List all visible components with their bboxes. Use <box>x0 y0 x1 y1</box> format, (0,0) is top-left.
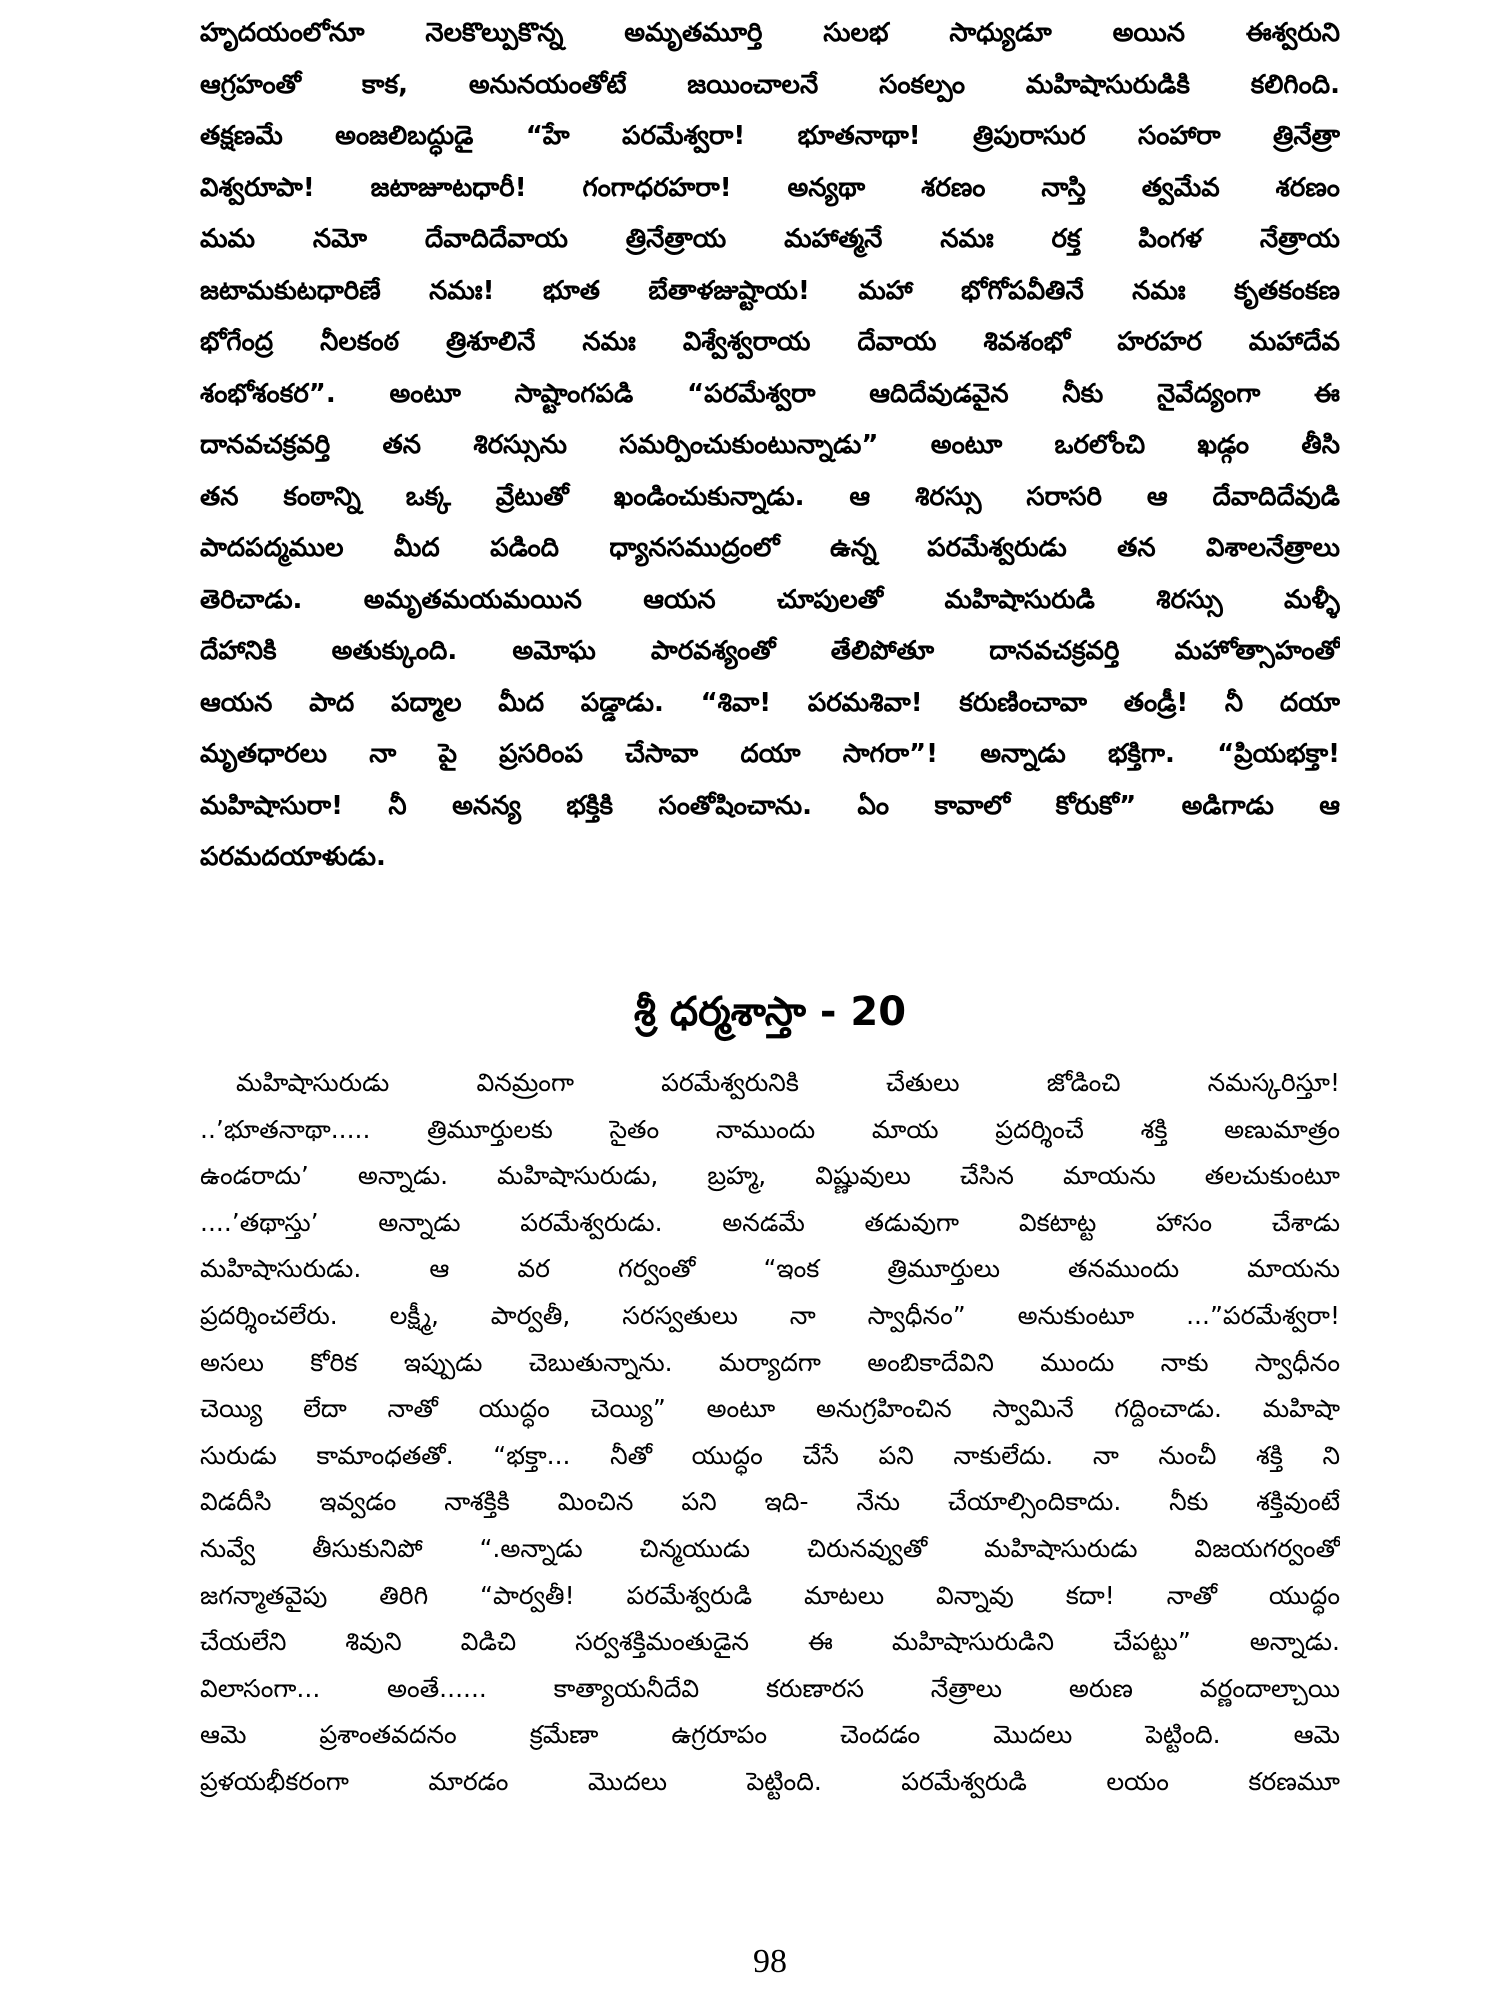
page-number: 98 <box>753 1943 787 1980</box>
text-line: శంభోశంకర”. అంటూ సాష్టాంగపడి “పరమేశ్వరా ఆదిదేవుడవైన నీకు నైవేద్యంగా ఈ <box>200 378 1340 409</box>
text-line: మృతధారలు నా పై ప్రసరింప చేసావా దయా సాగరా”! అన్నాడు భక్తిగా. “ప్రియభక్తా! <box>200 739 1340 769</box>
text-line: విశ్వరూపా! జటాజూటధారీ! గంగాధరహరా! అన్యథా శరణం నాస్తి త్వమేవ శరణం <box>200 172 1340 203</box>
text-line: ప్రదర్శించలేరు. లక్ష్మీ, పార్వతీ, సరస్వతులు నా స్వాధీనం” అనుకుంటూ ...”పరమేశ్వరా! <box>200 1300 1340 1330</box>
text-line: ఆమె ప్రశాంతవదనం క్రమేణా ఉగ్రరూపం చెందడం మొదలు పెట్టింది. ఆమె <box>200 1720 1340 1750</box>
text-line: దేహానికి అతుక్కుంది. అమోఘ పారవశ్యంతో తేలిపోతూ దానవచక్రవర్తి మహోత్సాహంతో <box>200 636 1340 666</box>
text-line: ..’భూతనాథా..... త్రిమూర్తులకు సైతం నాముందు మాయ ప్రదర్శించే శక్తి అణుమాత్రం <box>200 1114 1340 1144</box>
text-line: చెయ్యి లేదా నాతో యుద్ధం చెయ్యి” అంటూ అనుగ్రహించిన స్వామినే గద్దించాడు. మహిషా <box>200 1394 1340 1424</box>
text-line: భోగేంద్ర నీలకంఠ త్రిశూలినే నమః విశ్వేశ్వరాయ దేవాయ శివశంభో హరహర మహాదేవ <box>200 327 1340 357</box>
text-line: మహిషాసురుడు. ఆ వర గర్వంతో “ఇంక త్రిమూర్తులు తనముందు మాయను <box>200 1254 1340 1284</box>
text-line: ప్రళయభీకరంగా మారడం మొదలు పెట్టింది. పరమేశ్వరుడి లయం కరణమూ <box>200 1766 1340 1796</box>
text-line: విలాసంగా... అంతే...... కాత్యాయనీదేవి కరుణారస నేత్రాలు అరుణ వర్ణందాల్చాయి <box>200 1673 1340 1703</box>
text-line: నువ్వే తీసుకునిపో “.అన్నాడు చిన్మయుడు చిరునవ్వుతో మహిషాసురుడు విజయగర్వంతో <box>200 1533 1340 1563</box>
text-line: జటామకుటధారిణే నమః! భూత బేతాళజుష్టాయ! మహా భోగోపవీతినే నమః కృతకంకణ <box>200 275 1340 306</box>
chapter-body <box>200 1060 1340 1806</box>
text-line: జగన్మాతవైపు తిరిగి “పార్వతీ! పరమేశ్వరుడి మాటలు విన్నావు కదా! నాతో యుద్ధం <box>200 1580 1340 1610</box>
text-line: ఆగ్రహంతో కాక, అనునయంతోటే జయించాలనే సంకల్పం మహిషాసురుడికి కలిగింది. <box>200 69 1340 100</box>
text-line: హృదయంలోనూ నెలకొల్పుకొన్న అమృతమూర్తి సులభ సాధ్యుడూ అయిన ఈశ్వరుని <box>200 18 1340 48</box>
text-line: పాదపద్మముల మీద పడింది ధ్యానసముద్రంలో ఉన్న పరమేశ్వరుడు తన విశాలనేత్రాలు <box>200 533 1340 563</box>
book-page <box>200 0 1340 2000</box>
text-line: మహిషాసురుడు వినమ్రంగా పరమేశ్వరునికి చేతులు జోడించి నమస్కరిస్తూ! <box>236 1068 1340 1097</box>
text-line: మమ నమో దేవాదిదేవాయ త్రినేత్రాయ మహాత్మనే నమః రక్త పింగళ నేత్రాయ <box>200 224 1340 254</box>
text-line: విడదీసి ఇవ్వడం నాశక్తికి మించిన పని ఇది- నేను చేయాల్సిందికాదు. నీకు శక్తివుంటే <box>200 1487 1340 1517</box>
text-line: అసలు కోరిక ఇప్పుడు చెబుతున్నాను. మర్యాదగా అంబికాదేవిని ముందు నాకు స్వాధీనం <box>200 1347 1340 1377</box>
text-line: దానవచక్రవర్తి తన శిరస్సును సమర్పించుకుంటున్నాడు” అంటూ ఒరలోంచి ఖడ్గం తీసి <box>200 430 1340 460</box>
text-line: తక్షణమే అంజలిబద్ధుడై “హే పరమేశ్వరా! భూతనాథా! త్రిపురాసుర సంహారా త్రినేత్రా <box>200 121 1340 151</box>
text-line: పరమదయాళుడు. <box>200 842 386 872</box>
text-line: తెరిచాడు. అమృతమయమయిన ఆయన చూపులతో మహిషాసురుడి శిరస్సు మళ్ళీ <box>200 584 1340 615</box>
paragraph-continuation <box>200 8 1340 884</box>
text-line: ఉండరాదు’ అన్నాడు. మహిషాసురుడు, బ్రహ్మ, విష్ణువులు చేసిన మాయను తలచుకుంటూ <box>200 1161 1340 1191</box>
text-line: సురుడు కామాంధతతో. “భక్తా... నీతో యుద్ధం చేసే పని నాకులేదు. నా నుంచీ శక్తి ని <box>200 1440 1340 1470</box>
text-line: ఆయన పాద పద్మాల మీద పడ్డాడు. “శివా! పరమశివా! కరుణించావా తండ్రీ! నీ దయా <box>200 687 1340 718</box>
text-line: మహిషాసురా! నీ అనన్య భక్తికి సంతోషించాను. ఏం కావాలో కోరుకో” అడిగాడు ఆ <box>200 790 1340 821</box>
text-line: తన కంఠాన్ని ఒక్క వ్రేటుతో ఖండించుకున్నాడు. ఆ శిరస్సు సరాసరి ఆ దేవాదిదేవుడి <box>200 481 1340 512</box>
text-line: చేయలేని శివుని విడిచి సర్వశక్తిమంతుడైన ఈ మహిషాసురుడిని చేపట్టు” అన్నాడు. <box>200 1627 1340 1657</box>
text-line: ....’తథాస్తు’ అన్నాడు పరమేశ్వరుడు. అనడమే తడువుగా వికటాట్ట హాసం చేశాడు <box>200 1207 1340 1237</box>
chapter-heading: శ్రీ ధర్మశాస్తా - 20 <box>633 989 907 1035</box>
